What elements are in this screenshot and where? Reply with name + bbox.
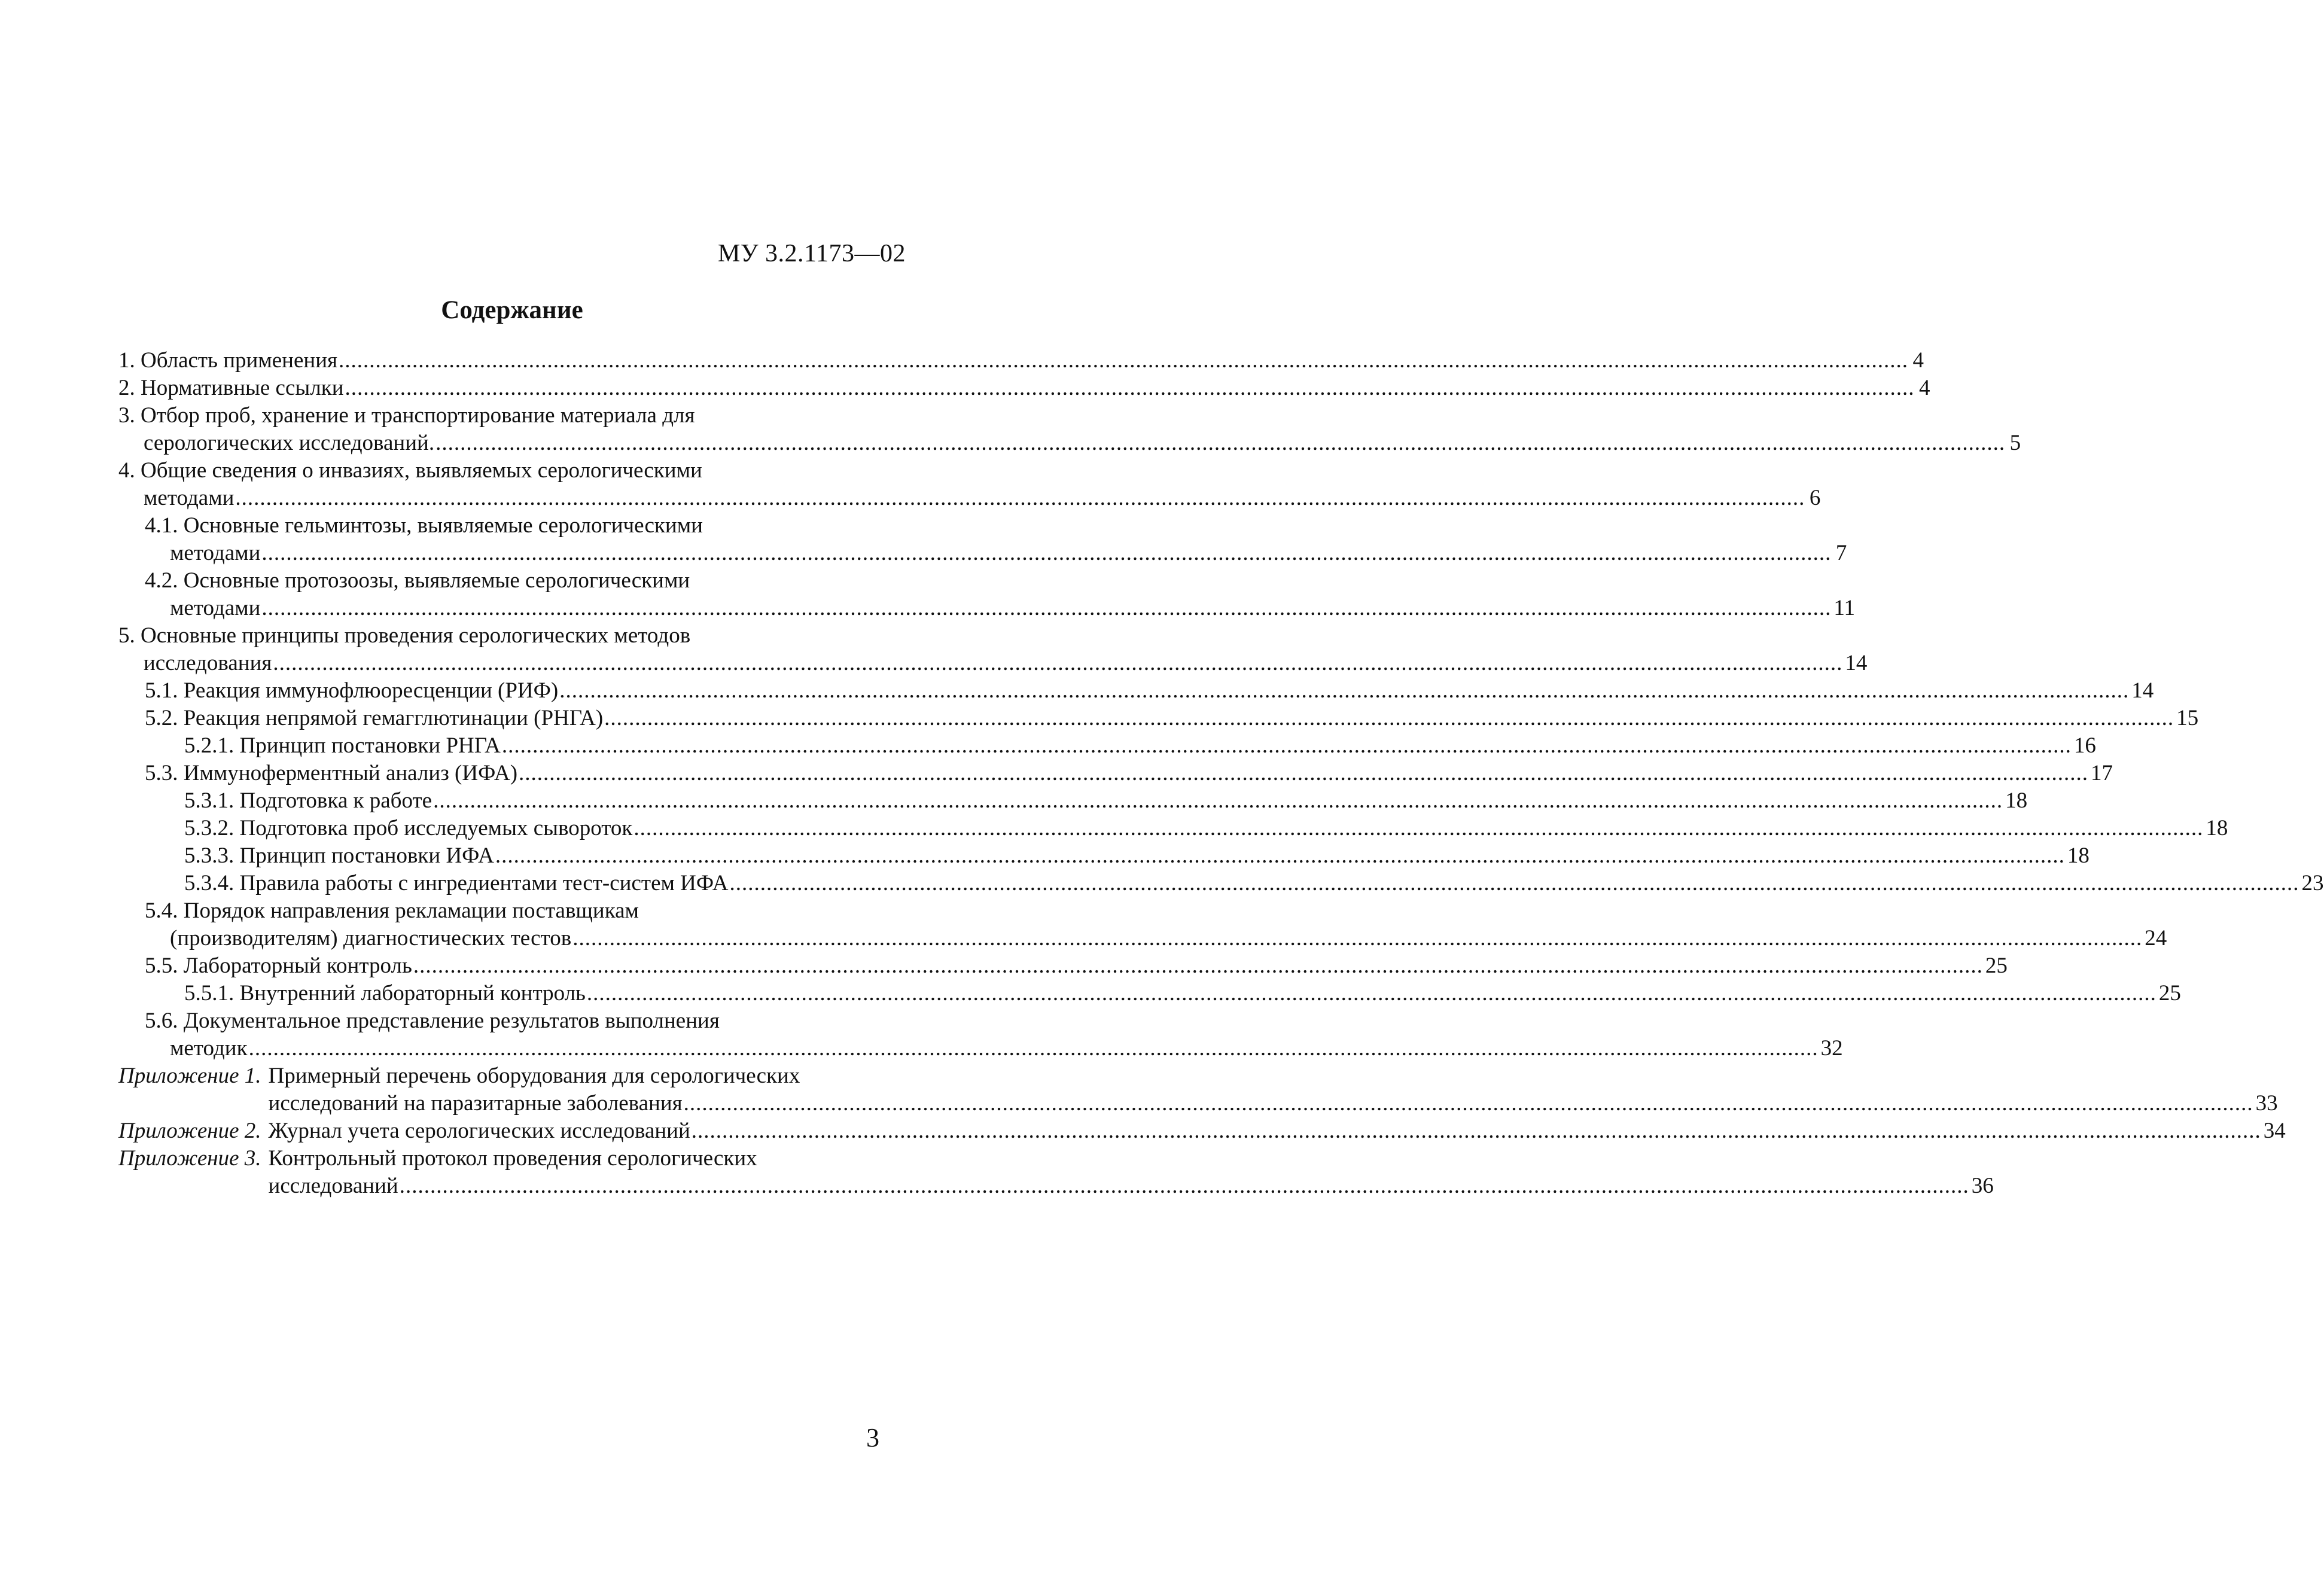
toc-entry-text: 3. Отбор проб, хранение и транспортирование материала для: [118, 403, 695, 428]
dot-leader: [572, 925, 2142, 952]
dot-leader: [633, 815, 2203, 842]
toc-entry-5[interactable]: [118, 622, 1868, 677]
toc-page-number: 11: [1833, 596, 1856, 620]
appendix-label: Приложение 3.: [118, 1146, 261, 1171]
toc-page-number: 14: [2131, 678, 2154, 703]
toc-page-number: 18: [2206, 816, 2228, 840]
toc-page-number: 4: [1912, 348, 1924, 373]
toc-entry-4-2[interactable]: [118, 567, 1856, 622]
toc-page-number: 25: [2158, 981, 2181, 1006]
toc-entry-text-cont: методами: [144, 486, 234, 510]
dot-leader: [249, 1035, 1819, 1062]
toc-entry-4[interactable]: [118, 457, 1821, 512]
toc-title: Содержание: [441, 296, 583, 324]
toc-entry-5-3[interactable]: [118, 760, 2113, 787]
dot-leader: [495, 842, 2065, 870]
dot-leader: [435, 429, 2005, 457]
dot-leader: [730, 870, 2299, 897]
toc-page-number: 14: [1845, 651, 1868, 675]
toc-entry-text: 5. Основные принципы проведения серологических методов: [118, 623, 691, 648]
dot-leader: [559, 677, 2129, 705]
document-code: МУ 3.2.1173—02: [717, 240, 906, 267]
toc-entry-5-3-1[interactable]: [118, 787, 2028, 815]
table-of-contents: [118, 347, 2324, 1200]
toc-page-number: 4: [1919, 376, 1930, 400]
toc-entry-2[interactable]: [118, 374, 1930, 402]
toc-entry-text: 1. Область применения: [118, 348, 338, 373]
toc-page-number: 17: [2091, 761, 2113, 785]
toc-entry-5-4[interactable]: [118, 897, 2167, 952]
toc-entry-5-2-1[interactable]: [118, 732, 2096, 760]
toc-entry-5-1[interactable]: [118, 677, 2154, 705]
toc-entry-text: 5.5.1. Внутренний лабораторный контроль: [184, 981, 586, 1006]
dot-leader: [235, 485, 1805, 512]
toc-page-number: 6: [1809, 486, 1821, 510]
toc-entry-5-3-3[interactable]: [118, 842, 2090, 870]
toc-entry-4-1[interactable]: [118, 512, 1847, 567]
toc-entry-text: 5.3.2. Подготовка проб исследуемых сывороток: [184, 816, 633, 840]
toc-entry-text-cont: методик: [170, 1036, 248, 1061]
toc-entry-text: 4.1. Основные гельминтозы, выявляемые серологическими: [145, 513, 703, 538]
toc-entry-text-cont: исследования: [144, 651, 272, 675]
dot-leader: [413, 952, 1983, 980]
toc-entry-text-cont: серологических исследований.: [144, 431, 435, 455]
toc-entry-text: Контрольный протокол проведения серологических: [268, 1146, 757, 1171]
dot-leader: [400, 1172, 1969, 1200]
toc-page-number: 15: [2176, 706, 2199, 730]
toc-entry-text: 4.2. Основные протозоозы, выявляемые серологическими: [145, 568, 690, 593]
toc-entry-5-3-4[interactable]: [118, 870, 2324, 897]
page-number: 3: [866, 1423, 879, 1452]
toc-entry-text-cont: исследований: [268, 1174, 398, 1198]
toc-page-number: 18: [2067, 843, 2090, 868]
dot-leader: [339, 347, 1908, 374]
dot-leader: [345, 374, 1915, 402]
dot-leader: [587, 980, 2157, 1007]
toc-page-number: 33: [2255, 1091, 2278, 1116]
toc-entry-text: 5.3.3. Принцип постановки ИФА: [184, 843, 494, 868]
toc-entry-text: 5.2. Реакция непрямой гемагглютинации (РНГА): [145, 706, 604, 730]
toc-entry-5-5-1[interactable]: [118, 980, 2181, 1007]
toc-entry-text: 5.2.1. Принцип постановки РНГА: [184, 733, 501, 758]
toc-appendix-1[interactable]: [118, 1062, 2278, 1117]
toc-appendix-3[interactable]: [118, 1145, 1994, 1200]
toc-entry-5-3-2[interactable]: [118, 815, 2228, 842]
toc-entry-text: 5.3.4. Правила работы с ингредиентами тест-систем ИФА: [184, 871, 729, 895]
toc-entry-5-5[interactable]: [118, 952, 2008, 980]
appendix-label: Приложение 2.: [118, 1119, 261, 1143]
toc-page-number: 18: [2005, 788, 2028, 813]
dot-leader: [604, 705, 2174, 732]
toc-page-number: 36: [1971, 1174, 1994, 1198]
toc-entry-text: 5.6. Документальное представление результатов выполнения: [145, 1009, 720, 1033]
dot-leader: [692, 1117, 2261, 1145]
toc-entry-5-6[interactable]: [118, 1007, 1843, 1062]
toc-entry-text: 5.5. Лабораторный контроль: [145, 953, 412, 978]
toc-page-number: 7: [1835, 541, 1847, 565]
toc-page-number: 5: [2009, 431, 2021, 455]
toc-entry-5-2[interactable]: [118, 705, 2199, 732]
dot-leader: [273, 650, 1842, 677]
toc-page-number: 32: [1820, 1036, 1843, 1061]
dot-leader: [261, 595, 1831, 622]
toc-page-number: 25: [1985, 953, 2008, 978]
toc-appendix-2[interactable]: [118, 1117, 2286, 1145]
toc-entry-text: 5.4. Порядок направления рекламации поставщикам: [145, 898, 639, 923]
toc-entry-text: 4. Общие сведения о инвазиях, выявляемых серологическими: [118, 458, 702, 483]
toc-entry-text: Примерный перечень оборудования для серологических: [268, 1064, 800, 1088]
toc-entry-text: 5.1. Реакция иммунофлюоресценции (РИФ): [145, 678, 559, 703]
toc-entry-text-cont: методами: [170, 541, 261, 565]
toc-entry-text: 5.3.1. Подготовка к работе: [184, 788, 432, 813]
dot-leader: [684, 1090, 2253, 1117]
toc-entry-text: 5.3. Иммуноферментный анализ (ИФА): [145, 761, 518, 785]
toc-entry-text-cont: методами: [170, 596, 261, 620]
appendix-label: Приложение 1.: [118, 1064, 261, 1088]
toc-entry-1[interactable]: [118, 347, 1924, 374]
toc-entry-text-cont: (производителям) диагностических тестов: [170, 926, 572, 950]
dot-leader: [433, 787, 2003, 815]
toc-entry-3[interactable]: [118, 402, 2021, 457]
toc-page-number: 24: [2145, 926, 2167, 950]
toc-entry-text-cont: исследований на паразитарные заболевания: [268, 1091, 683, 1116]
dot-leader: [261, 540, 1831, 567]
dot-leader: [502, 732, 2072, 760]
toc-page-number: 23: [2301, 871, 2324, 895]
toc-entry-text: 2. Нормативные ссылки: [118, 376, 344, 400]
dot-leader: [519, 760, 2088, 787]
toc-page-number: 16: [2073, 733, 2096, 758]
toc-page-number: 34: [2263, 1119, 2286, 1143]
toc-entry-text: Журнал учета серологических исследований: [268, 1119, 690, 1143]
